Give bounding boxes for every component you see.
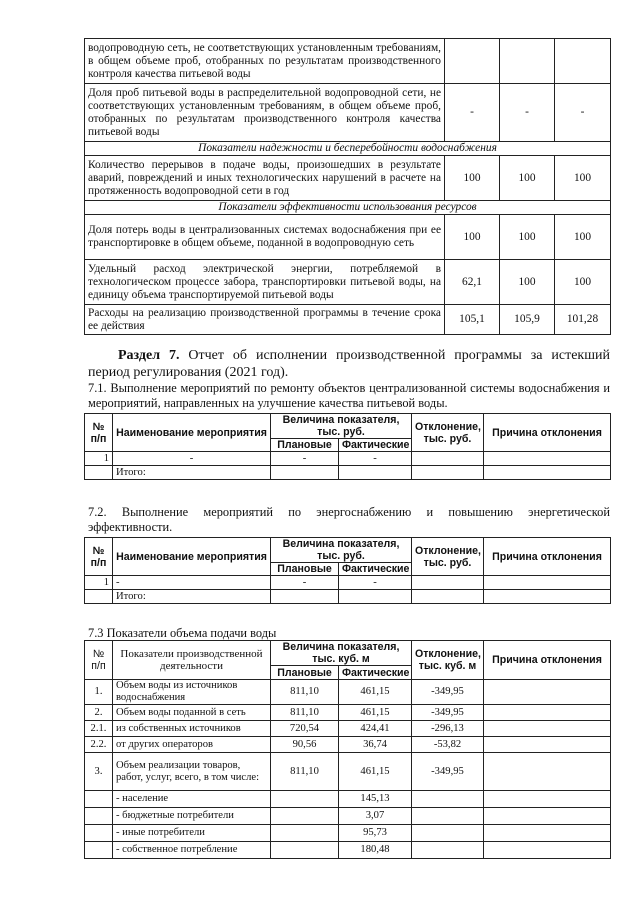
indicator-value: 100 (445, 215, 500, 260)
cell-name: Объем воды поданной в сеть (113, 705, 271, 721)
indicator-name: Количество перерывов в подаче воды, произошедших в результате аварий, повреждений и иных технологических нарушений в расчете на протяженность водопроводной сети в год (85, 156, 445, 201)
table-row (85, 753, 611, 791)
cell-name: - (113, 452, 271, 466)
table-row (85, 39, 611, 84)
cell-no: 1. (85, 680, 113, 705)
indicator-value (500, 39, 555, 84)
col-header-plan: Плановые (271, 439, 339, 452)
col-header-name: Наименование мероприятия (113, 538, 271, 576)
cell-name: Объем реализации товаров, работ, услуг, всего, в том числе: (113, 753, 271, 791)
table-row (85, 721, 611, 737)
table-row (85, 215, 611, 260)
cell-fact: 145,13 (339, 791, 412, 808)
table-row (85, 808, 611, 825)
cell-plan (271, 791, 339, 808)
col-header-value: Величина показателя, тыс. руб. (271, 538, 412, 563)
cell-deviation (412, 791, 484, 808)
subsection-7-1-heading: 7.1. Выполнение мероприятий по ремонту объектов централизованной системы водоснабжения и мероприятий, направленных на улучшение качества питьевой воды. (88, 381, 610, 410)
col-header-reason: Причина отклонения (484, 641, 611, 680)
repair-measures-table (84, 413, 611, 480)
cell-plan (271, 825, 339, 842)
cell-plan: 811,10 (271, 680, 339, 705)
cell-name: - население (113, 791, 271, 808)
section-title: Показатели эффективности использования ресурсов (85, 201, 611, 215)
water-supply-table (84, 640, 611, 859)
cell-fact: 461,15 (339, 680, 412, 705)
indicator-value: 101,28 (555, 305, 611, 335)
cell-deviation: -349,95 (412, 705, 484, 721)
indicator-value: - (445, 84, 500, 142)
col-header-value: Величина показателя, тыс. куб. м (271, 641, 412, 666)
cell-name: - собственное потребление (113, 842, 271, 859)
table-row (85, 705, 611, 721)
table-row (85, 576, 611, 590)
cell-plan: 811,10 (271, 705, 339, 721)
cell-no (85, 808, 113, 825)
cell-fact: 424,41 (339, 721, 412, 737)
subsection-7-3-heading: 7.3 Показатели объема подачи воды (88, 626, 277, 640)
indicator-name: Удельный расход электрической энергии, потребляемой в технологическом процессе забора, транспортировки питьевой воды, на единицу объема транспортируемой питьевой воды (85, 260, 445, 305)
section-7-number: Раздел 7. (118, 348, 180, 363)
indicator-value: - (555, 84, 611, 142)
cell-name: - (113, 576, 271, 590)
indicator-value: 105,1 (445, 305, 500, 335)
cell-no: 1 (85, 452, 113, 466)
col-header-reason: Причина отклонения (484, 414, 611, 452)
indicator-value: 100 (555, 156, 611, 201)
cell-deviation (412, 576, 484, 590)
section-title: Показатели надежности и бесперебойности водоснабжения (85, 142, 611, 156)
cell-no: 2.1. (85, 721, 113, 737)
cell-no: 3. (85, 753, 113, 791)
col-header-name: Наименование мероприятия (113, 414, 271, 452)
cell-fact: 36,74 (339, 737, 412, 753)
table-row (85, 680, 611, 705)
col-header-fact: Фактические (339, 666, 412, 680)
indicator-value: 100 (500, 156, 555, 201)
col-header-no: № п/п (85, 414, 113, 452)
cell-plan: - (271, 452, 339, 466)
cell-no (85, 825, 113, 842)
total-label: Итого: (113, 466, 271, 480)
indicator-value: 100 (500, 260, 555, 305)
table-row (85, 156, 611, 201)
table-row (85, 825, 611, 842)
header-row (85, 538, 611, 563)
cell-deviation (412, 825, 484, 842)
cell-deviation: -349,95 (412, 680, 484, 705)
header-row (85, 414, 611, 439)
cell-fact: 95,73 (339, 825, 412, 842)
cell-name: от других операторов (113, 737, 271, 753)
header-row (85, 641, 611, 666)
cell-plan: 720,54 (271, 721, 339, 737)
section-row (85, 142, 611, 156)
cell-reason (484, 576, 611, 590)
col-header-name: Показатели производственной деятельности (113, 641, 271, 680)
indicator-value: 62,1 (445, 260, 500, 305)
cell-fact: 180,48 (339, 842, 412, 859)
table-row (85, 791, 611, 808)
cell-name: Объем воды из источников водоснабжения (113, 680, 271, 705)
col-header-plan: Плановые (271, 666, 339, 680)
indicator-value (555, 39, 611, 84)
table-row (85, 842, 611, 859)
section-7-title (88, 347, 610, 381)
cell-no: 2. (85, 705, 113, 721)
indicator-name: Доля потерь воды в централизованных системах водоснабжения при ее транспортировке в общем объеме, поданной в водопроводную сеть (85, 215, 445, 260)
indicator-value: 100 (555, 215, 611, 260)
indicators-table (84, 38, 611, 335)
cell-deviation (412, 842, 484, 859)
cell-reason (484, 452, 611, 466)
cell-no (85, 842, 113, 859)
table-row (85, 260, 611, 305)
col-header-no: № п/п (85, 538, 113, 576)
cell-fact: 3,07 (339, 808, 412, 825)
cell-name: из собственных источников (113, 721, 271, 737)
col-header-deviation: Отклонение, тыс. руб. (412, 538, 484, 576)
section-7-text: Отчет об исполнении производственной программы за истекший период регулирования (2021 год). (88, 348, 610, 380)
indicator-name: водопроводную сеть, не соответствующих установленным требованиям, в общем объеме проб, отобранных по результатам производственного контроля качества питьевой воды (85, 39, 445, 84)
indicator-value: 100 (500, 215, 555, 260)
col-header-fact: Фактические (339, 439, 412, 452)
cell-fact: 461,15 (339, 705, 412, 721)
col-header-deviation: Отклонение, тыс. руб. (412, 414, 484, 452)
cell-deviation (412, 808, 484, 825)
indicator-name: Расходы на реализацию производственной программы в течение срока ее действия (85, 305, 445, 335)
indicator-value: 105,9 (500, 305, 555, 335)
col-header-fact: Фактические (339, 563, 412, 576)
table-row (85, 737, 611, 753)
total-label: Итого: (113, 590, 271, 604)
subsection-7-2-heading: 7.2. Выполнение мероприятий по энергоснабжению и повышению энергетической эффективности. (88, 505, 610, 534)
cell-plan: 90,56 (271, 737, 339, 753)
cell-fact: - (339, 576, 412, 590)
cell-plan: 811,10 (271, 753, 339, 791)
energy-measures-table (84, 537, 611, 604)
col-header-no: № п/п (85, 641, 113, 680)
cell-name: - бюджетные потребители (113, 808, 271, 825)
indicator-name: Доля проб питьевой воды в распределительной водопроводной сети, не соответствующих установленным требованиям, в общем объеме проб, отобранных по результатам производственного контроля качества питьевой воды (85, 84, 445, 142)
cell-plan: - (271, 576, 339, 590)
cell-no: 2.2. (85, 737, 113, 753)
cell-name: - иные потребители (113, 825, 271, 842)
cell-no (85, 791, 113, 808)
indicator-value: 100 (555, 260, 611, 305)
cell-deviation: -53,82 (412, 737, 484, 753)
section-row (85, 201, 611, 215)
cell-plan (271, 842, 339, 859)
table-row (85, 452, 611, 466)
total-row (85, 466, 611, 480)
col-header-deviation: Отклонение, тыс. куб. м (412, 641, 484, 680)
cell-deviation (412, 452, 484, 466)
indicator-value: 100 (445, 156, 500, 201)
col-header-plan: Плановые (271, 563, 339, 576)
indicator-value (445, 39, 500, 84)
table-row (85, 305, 611, 335)
table-row (85, 84, 611, 142)
col-header-reason: Причина отклонения (484, 538, 611, 576)
cell-plan (271, 808, 339, 825)
col-header-value: Величина показателя, тыс. руб. (271, 414, 412, 439)
cell-fact: - (339, 452, 412, 466)
cell-deviation: -349,95 (412, 753, 484, 791)
indicator-value: - (500, 84, 555, 142)
cell-deviation: -296,13 (412, 721, 484, 737)
total-row (85, 590, 611, 604)
cell-no: 1 (85, 576, 113, 590)
cell-fact: 461,15 (339, 753, 412, 791)
